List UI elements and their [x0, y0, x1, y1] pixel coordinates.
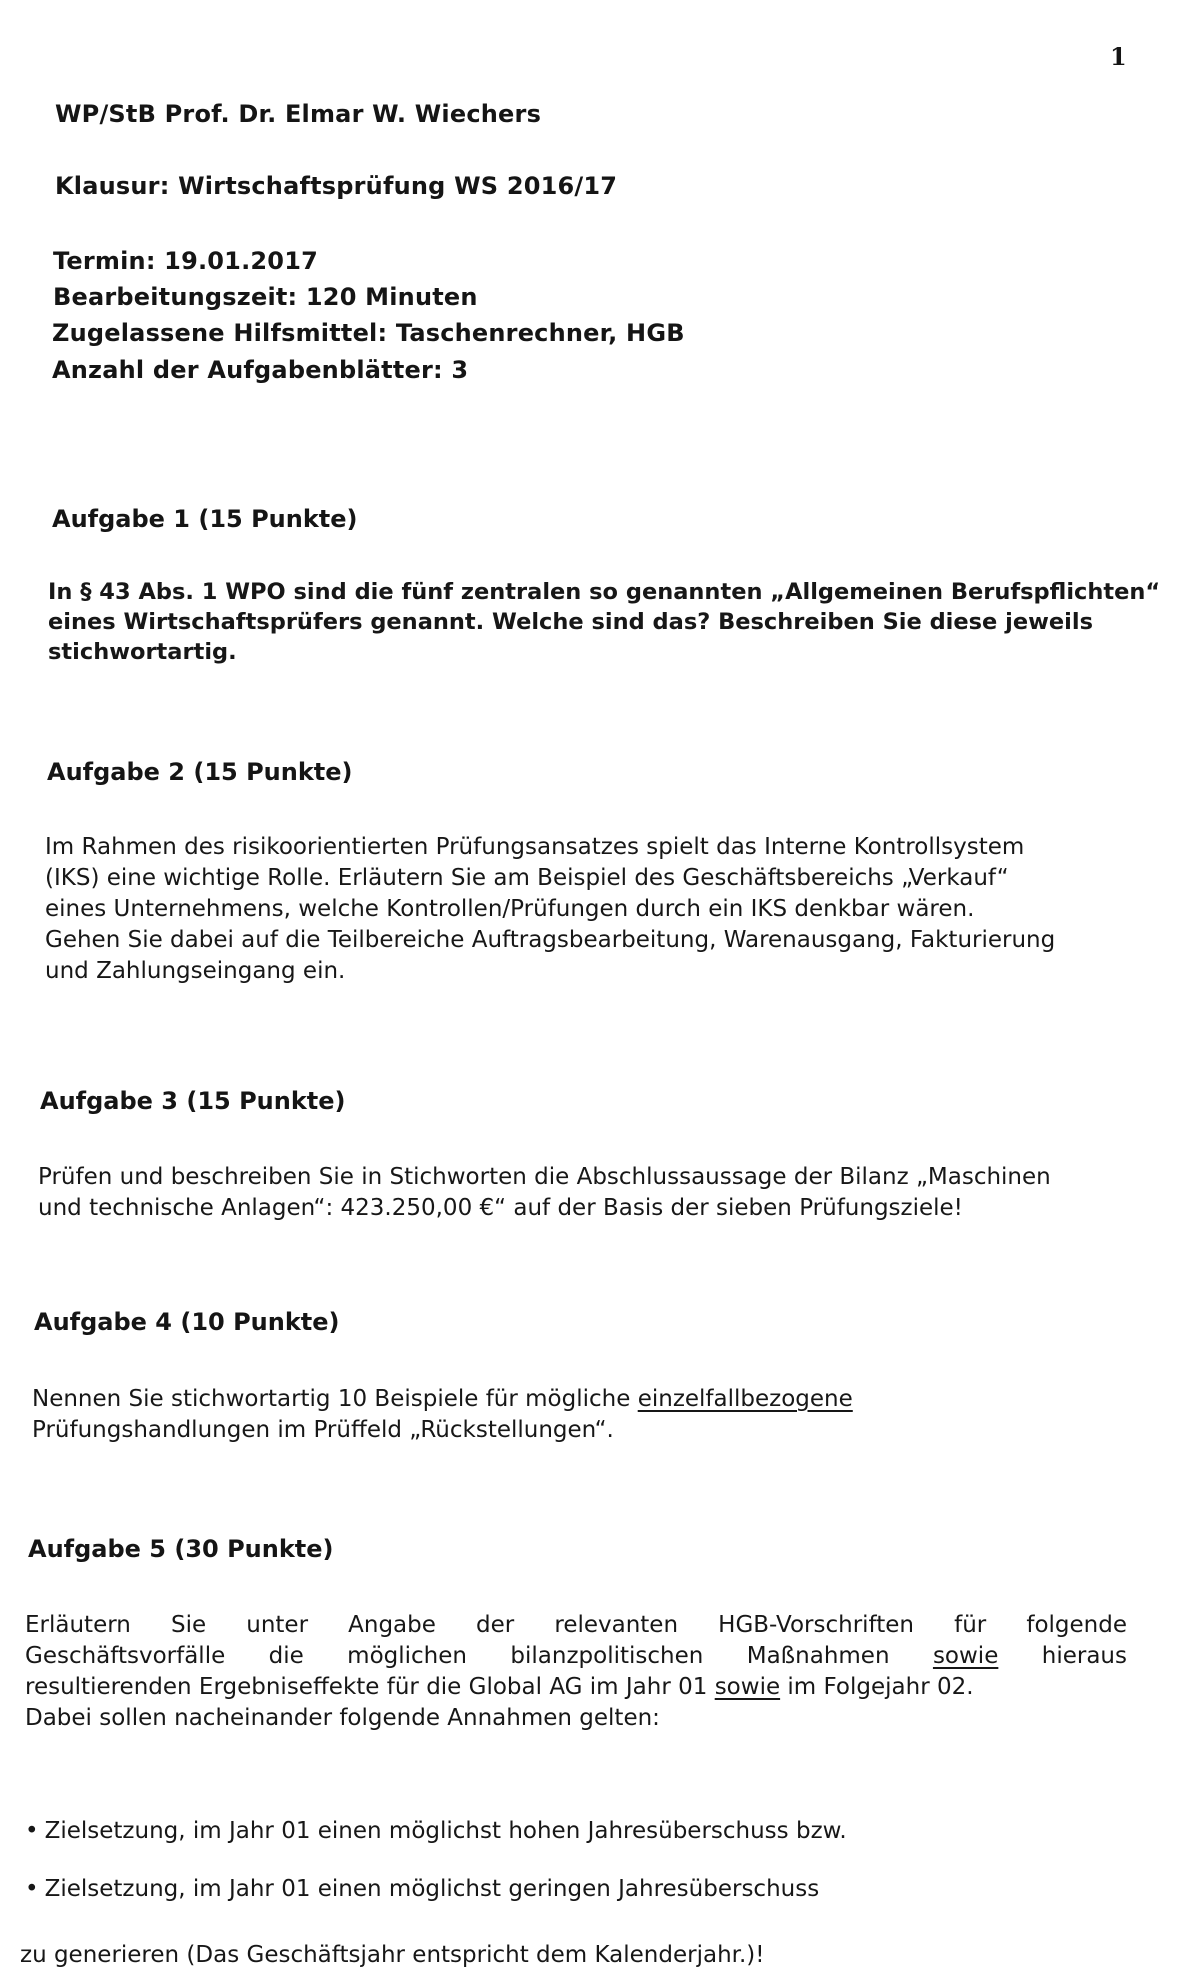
task-3-line: Prüfen und beschreiben Sie in Stichworten die Abschlussaussage der Bilanz „Maschinen — [38, 1164, 1051, 1190]
exam-date: Termin: 19.01.2017 — [53, 247, 318, 275]
task-5-line: Erläutern Sie unter Angabe der relevanten HGB-Vorschriften für folgende — [25, 1612, 1127, 1638]
task-5-text-part: resultierenden Ergebniseffekte für die Global AG im Jahr 01 — [25, 1674, 715, 1700]
bullet-text: Zielsetzung, im Jahr 01 einen möglichst geringen Jahresüberschuss — [44, 1876, 820, 1902]
task-3-heading: Aufgabe 3 (15 Punkte) — [40, 1087, 346, 1115]
task-5-line: Dabei sollen nacheinander folgende Annahmen gelten: — [25, 1705, 660, 1731]
page-number: 1 — [1110, 42, 1127, 71]
exam-duration: Bearbeitungszeit: 120 Minuten — [53, 283, 478, 311]
author-line: WP/StB Prof. Dr. Elmar W. Wiechers — [55, 100, 542, 128]
task-5-line — [25, 1641, 1127, 1672]
task-4-line — [32, 1384, 853, 1415]
exam-title: Klausur: Wirtschaftsprüfung WS 2016/17 — [55, 172, 618, 200]
task-5-text-part: Geschäftsvorfälle die möglichen bilanzpolitischen Maßnahmen — [25, 1643, 933, 1669]
task-1-line: eines Wirtschaftsprüfers genannt. Welche sind das? Beschreiben Sie diese jeweils — [48, 609, 1093, 635]
bullet-icon: • — [25, 1876, 39, 1902]
bullet-icon: • — [25, 1818, 39, 1844]
task-5-line — [25, 1672, 1127, 1703]
task-1-line: In § 43 Abs. 1 WPO sind die fünf zentralen so genannten „Allgemeinen Berufspflichten“ — [48, 579, 1161, 605]
task-2-line: Im Rahmen des risikoorientierten Prüfungsansatzes spielt das Interne Kontrollsystem — [45, 834, 1025, 860]
task-2-line: und Zahlungseingang ein. — [45, 958, 346, 984]
task-4-heading: Aufgabe 4 (10 Punkte) — [34, 1308, 340, 1336]
task-5-text-part: hieraus — [998, 1643, 1127, 1669]
task-1-text — [48, 577, 1160, 667]
task-1-heading: Aufgabe 1 (15 Punkte) — [52, 505, 358, 533]
task-4-text-part: Nennen Sie stichwortartig 10 Beispiele für mögliche — [32, 1386, 638, 1412]
task-2-heading: Aufgabe 2 (15 Punkte) — [47, 758, 353, 786]
task-5-underlined-term: sowie — [714, 1674, 781, 1700]
task-1-line: stichwortartig. — [48, 639, 237, 665]
task-2-line: Gehen Sie dabei auf die Teilbereiche Auftragsbearbeitung, Warenausgang, Fakturierung — [45, 927, 1056, 953]
task-5-text — [25, 1610, 1127, 1734]
task-4-underlined-term: einzelfallbezogene — [637, 1386, 853, 1412]
exam-sheets: Anzahl der Aufgabenblätter: 3 — [52, 356, 469, 384]
task-5-underlined-term: sowie — [932, 1643, 999, 1669]
bullet-item — [25, 1876, 819, 1902]
task-3-line: und technische Anlagen“: 423.250,00 €“ auf der Basis der sieben Prüfungsziele! — [38, 1195, 963, 1221]
task-2-line: eines Unternehmens, welche Kontrollen/Prüfungen durch ein IKS denkbar wären. — [45, 896, 975, 922]
bullet-item — [25, 1818, 847, 1844]
task-3-text — [38, 1162, 1051, 1224]
task-2-line: (IKS) eine wichtige Rolle. Erläutern Sie am Beispiel des Geschäftsbereichs „Verkauf“ — [45, 865, 1009, 891]
bullet-text: Zielsetzung, im Jahr 01 einen möglichst hohen Jahresüberschuss bzw. — [44, 1818, 847, 1844]
task-2-text — [45, 832, 1055, 987]
task-5-heading: Aufgabe 5 (30 Punkte) — [28, 1535, 334, 1563]
task-5-text-part: im Folgejahr 02. — [780, 1674, 974, 1700]
exam-aids: Zugelassene Hilfsmittel: Taschenrechner, HGB — [52, 319, 685, 347]
task-5-closing: zu generieren (Das Geschäftsjahr entspricht dem Kalenderjahr.)! — [20, 1942, 765, 1968]
task-4-line: Prüfungshandlungen im Prüffeld „Rückstellungen“. — [32, 1417, 614, 1443]
task-4-text — [32, 1384, 853, 1446]
